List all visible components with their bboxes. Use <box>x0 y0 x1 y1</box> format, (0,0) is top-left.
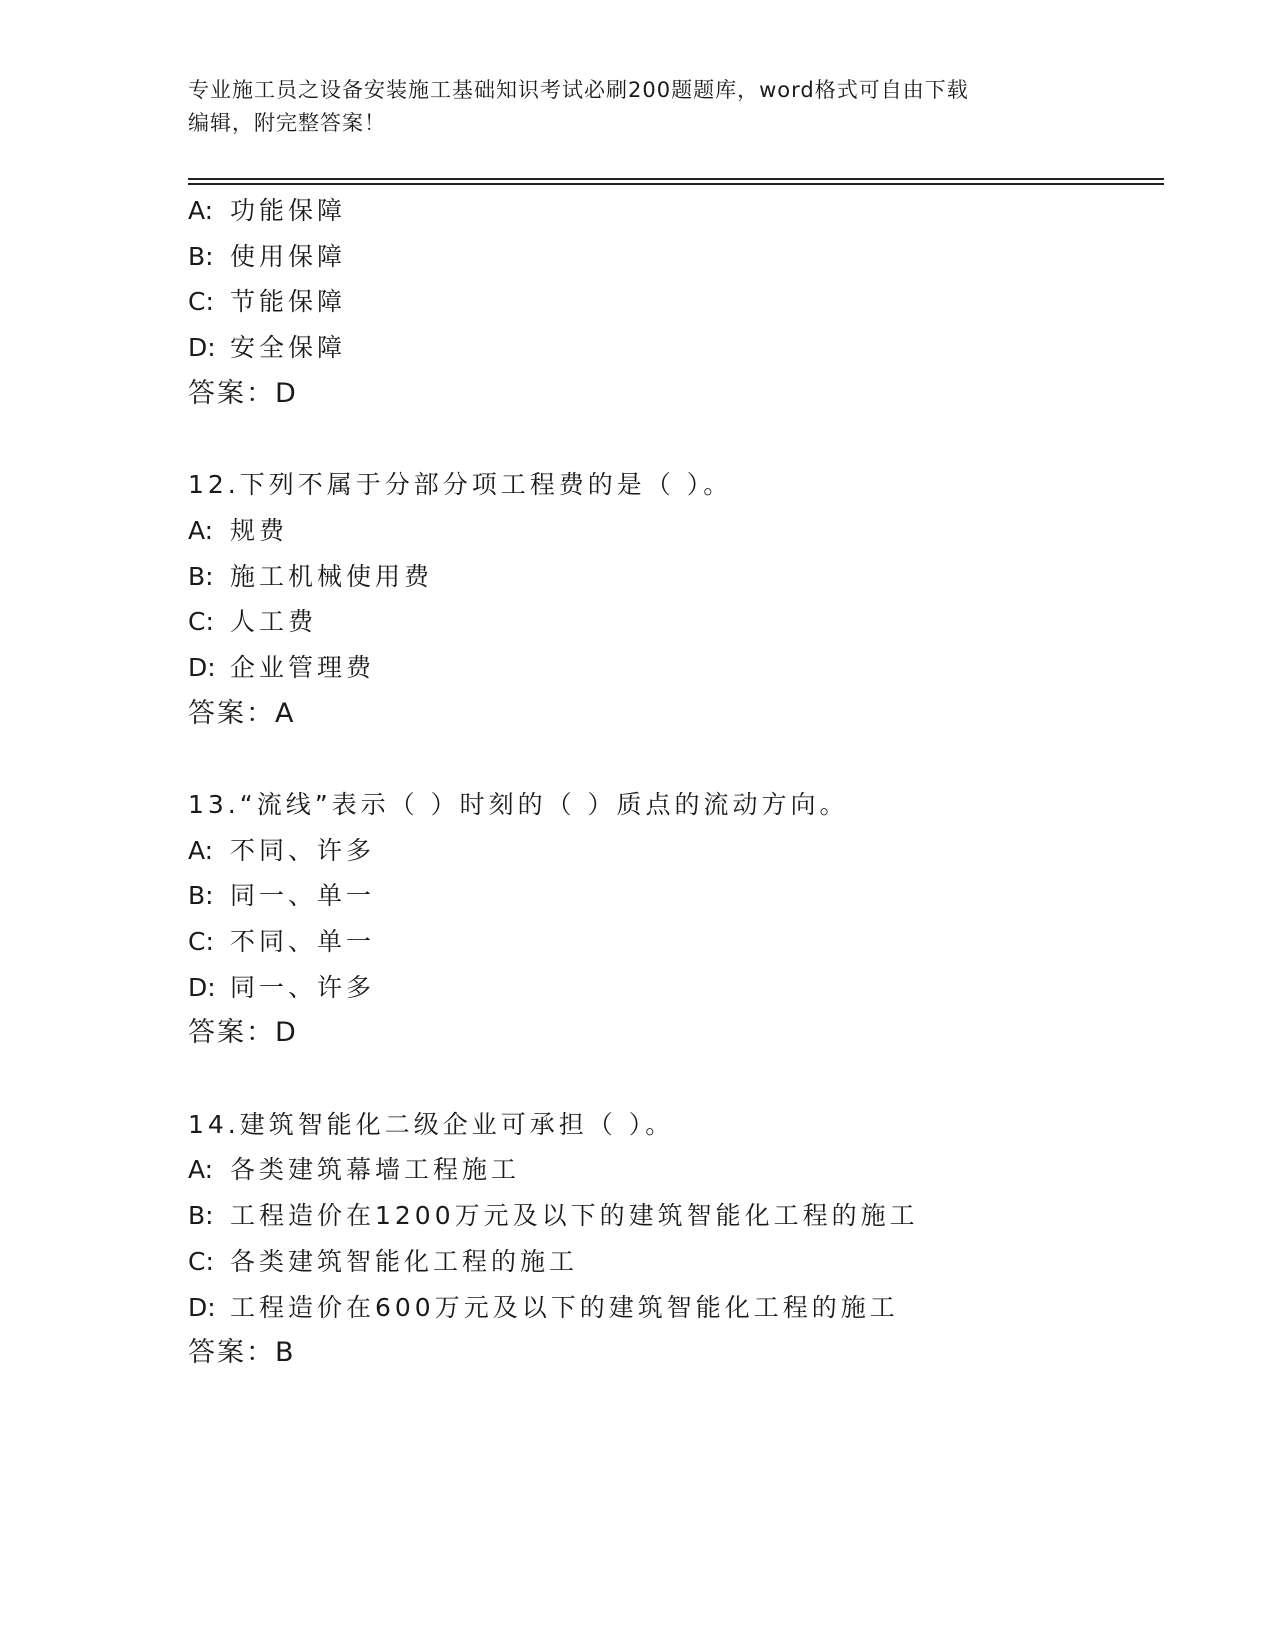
option-a <box>188 508 1164 554</box>
option-label: B: <box>188 561 214 591</box>
spacer <box>188 1056 1164 1102</box>
option-text: 安全保障 <box>230 333 347 363</box>
question-block <box>188 1102 1164 1376</box>
option-text: 施工机械使用费 <box>230 561 434 591</box>
answer-line: 答案：B <box>188 1337 296 1369</box>
answer-line: 答案：D <box>188 377 298 409</box>
option-label: D: <box>188 333 216 363</box>
option-label: B: <box>188 1201 214 1231</box>
question-stem: 12.下列不属于分部分项工程费的是（ ）。 <box>188 470 733 500</box>
header-divider-top <box>188 178 1164 180</box>
option-b <box>188 234 1164 280</box>
question-stem: 13.“流线”表示（ ）时刻的（ ）质点的流动方向。 <box>188 789 849 819</box>
question-block <box>188 782 1164 1056</box>
option-c <box>188 599 1164 645</box>
option-label: B: <box>188 881 214 911</box>
option-c <box>188 1239 1164 1285</box>
option-label: C: <box>188 927 214 956</box>
option-text: 同一、许多 <box>230 972 376 1002</box>
option-text: 工程造价在1200万元及以下的建筑智能化工程的施工 <box>230 1201 919 1231</box>
option-d <box>188 645 1164 691</box>
option-text: 企业管理费 <box>230 652 376 682</box>
option-b <box>188 1193 1164 1239</box>
option-text: 工程造价在600万元及以下的建筑智能化工程的施工 <box>230 1292 899 1322</box>
option-label: A: <box>188 1155 214 1185</box>
option-label: C: <box>188 287 214 317</box>
option-label: A: <box>188 196 214 225</box>
option-text: 人工费 <box>230 607 318 637</box>
option-text: 节能保障 <box>230 287 347 317</box>
option-label: A: <box>188 835 214 865</box>
header-divider-bottom <box>188 183 1164 185</box>
question-stem: 14.建筑智能化二级企业可承担（ ）。 <box>188 1109 675 1139</box>
option-label: D: <box>188 652 216 682</box>
option-d <box>188 325 1164 371</box>
question-block <box>188 188 1164 416</box>
document-header <box>188 74 1068 140</box>
option-c <box>188 279 1164 325</box>
spacer <box>188 416 1164 462</box>
header-title-line-1: 专业施工员之设备安装施工基础知识考试必刷200题题库，word格式可自由下载 <box>188 78 969 102</box>
option-text: 各类建筑智能化工程的施工 <box>230 1246 579 1276</box>
option-d <box>188 965 1164 1011</box>
option-b <box>188 873 1164 919</box>
option-a <box>188 188 1164 234</box>
option-label: B: <box>188 241 214 271</box>
option-text: 不同、单一 <box>230 927 376 956</box>
option-c <box>188 919 1164 965</box>
header-title-line-2: 编辑，附完整答案！ <box>188 111 386 135</box>
option-b <box>188 554 1164 600</box>
option-label: C: <box>188 607 214 637</box>
option-text: 使用保障 <box>230 241 347 271</box>
question-list <box>188 188 1164 1376</box>
option-text: 不同、许多 <box>230 835 376 865</box>
question-block <box>188 462 1164 736</box>
option-label: D: <box>188 972 216 1002</box>
option-label: A: <box>188 515 214 545</box>
answer-line: 答案：A <box>188 697 296 729</box>
option-text: 功能保障 <box>230 196 347 225</box>
option-a <box>188 1147 1164 1193</box>
option-a <box>188 828 1164 874</box>
answer-line: 答案：D <box>188 1017 298 1049</box>
option-text: 同一、单一 <box>230 881 376 911</box>
option-text: 规费 <box>230 515 289 545</box>
option-label: C: <box>188 1246 214 1276</box>
option-text: 各类建筑幕墙工程施工 <box>230 1155 521 1185</box>
spacer <box>188 736 1164 782</box>
option-d <box>188 1285 1164 1331</box>
option-label: D: <box>188 1292 216 1322</box>
